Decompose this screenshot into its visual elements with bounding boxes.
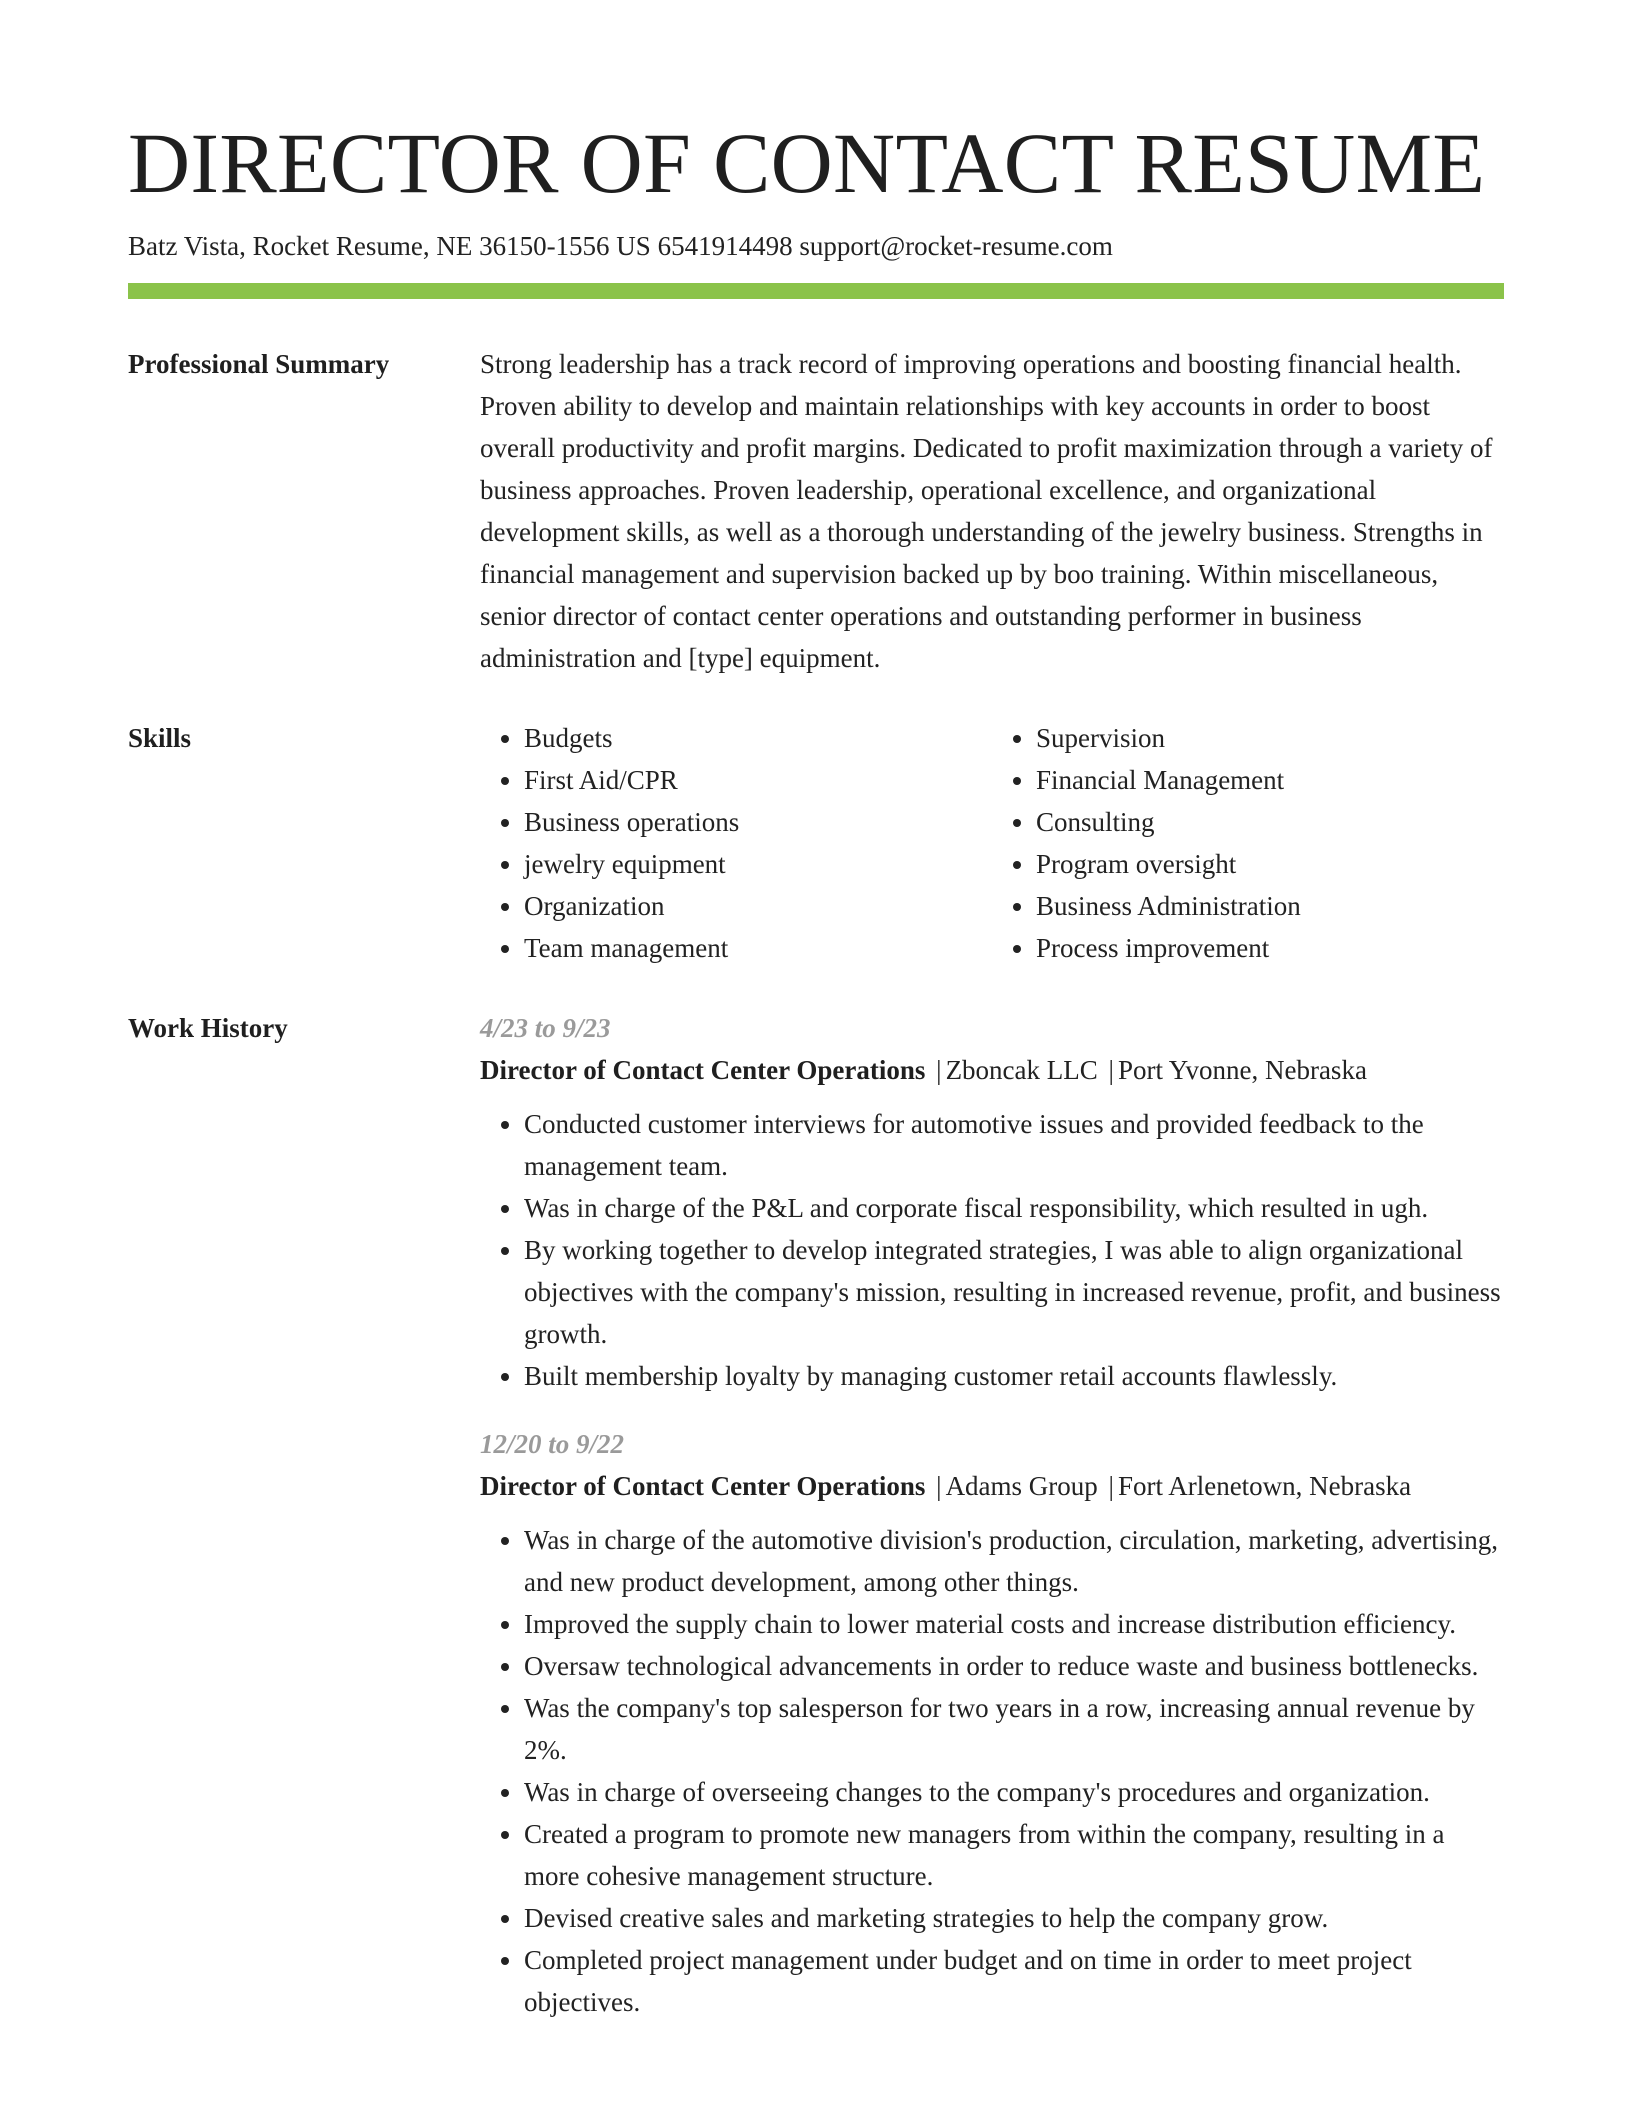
skill-item: • jewelry equipment (524, 843, 992, 885)
job-bullet: • By working together to develop integrated strategies, I was able to align organizational objectives with the company's mission, resulting in increased revenue, profit, and business growth. (524, 1229, 1504, 1355)
skill-item: • Program oversight (1036, 843, 1504, 885)
job-bullets (480, 1103, 1504, 1397)
skill-item: • Budgets (524, 717, 992, 759)
skill-item: • Financial Management (1036, 759, 1504, 801)
job-location: Fort Arlenetown, Nebraska (1117, 1470, 1412, 1501)
job-bullet: • Oversaw technological advancements in order to reduce waste and business bottlenecks. (524, 1645, 1504, 1687)
job-bullet: • Was in charge of the P&L and corporate fiscal responsibility, which resulted in ugh. (524, 1187, 1504, 1229)
accent-divider (128, 283, 1504, 299)
separator: | (1108, 1470, 1114, 1501)
skill-item: • Business operations (524, 801, 992, 843)
skill-item: • Supervision (1036, 717, 1504, 759)
section-label-summary: Professional Summary (128, 348, 390, 379)
skills-section (128, 717, 1504, 969)
skill-item: • Team management (524, 927, 992, 969)
skill-item: • Business Administration (1036, 885, 1504, 927)
skill-item: • Consulting (1036, 801, 1504, 843)
job-bullet: • Created a program to promote new managers from within the company, resulting in a more cohesive management structure. (524, 1813, 1504, 1897)
job-entry (480, 1423, 1504, 2023)
skills-column-left (480, 717, 992, 969)
job-bullet: • Was in charge of the automotive division's production, circulation, marketing, advertising, and new product development, among other things. (524, 1519, 1504, 1603)
separator: | (936, 1054, 942, 1085)
skills-column-right (992, 717, 1504, 969)
job-dates: 12/20 to 9/22 (480, 1428, 625, 1459)
job-company: Adams Group (945, 1470, 1098, 1501)
professional-summary-section (128, 343, 1504, 679)
summary-body (480, 343, 1504, 679)
section-label-work-history: Work History (128, 1012, 288, 1043)
contact-line: Batz Vista, Rocket Resume, NE 36150-1556 US 6541914498 support@rocket-resume.com (128, 231, 1113, 262)
job-bullets (480, 1519, 1504, 2023)
section-label-skills: Skills (128, 722, 192, 753)
job-bullet: • Improved the supply chain to lower material costs and increase distribution efficiency. (524, 1603, 1504, 1645)
job-company: Zboncak LLC (945, 1054, 1098, 1085)
job-heading (480, 1049, 1504, 1091)
job-bullet: • Built membership loyalty by managing customer retail accounts flawlessly. (524, 1355, 1504, 1397)
separator: | (936, 1470, 942, 1501)
job-title: Director of Contact Center Operations (480, 1054, 926, 1085)
job-bullet: • Completed project management under budget and on time in order to meet project objectives. (524, 1939, 1504, 2023)
separator: | (1108, 1054, 1114, 1085)
job-bullet: • Conducted customer interviews for automotive issues and provided feedback to the management team. (524, 1103, 1504, 1187)
skills-body (480, 717, 1504, 969)
skills-grid (480, 717, 1504, 969)
resume-title: DIRECTOR OF CONTACT RESUME (128, 115, 1486, 211)
work-history-section (128, 1007, 1504, 2049)
job-bullet: • Devised creative sales and marketing strategies to help the company grow. (524, 1897, 1504, 1939)
summary-text: Strong leadership has a track record of improving operations and boosting financial health. Proven ability to develop and maintain relationships with key accounts in order to boost overall productivity and profit margins. Dedicated to profit maximization through a variety of business approaches. Proven leadership, operational excellence, and organizational development skills, as well as a thorough understanding of the jewelry business. Strengths in financial management and supervision backed up by boo training. Within miscellaneous, senior director of contact center operations and outstanding performer in business administration and [type] equipment. (480, 348, 1493, 673)
skill-item: • Organization (524, 885, 992, 927)
work-history-body (480, 1007, 1504, 2049)
job-heading (480, 1465, 1504, 1507)
job-bullet: • Was the company's top salesperson for two years in a row, increasing annual revenue by 2%. (524, 1687, 1504, 1771)
job-entry (480, 1007, 1504, 1397)
skill-item: • Process improvement (1036, 927, 1504, 969)
skill-item: • First Aid/CPR (524, 759, 992, 801)
job-dates: 4/23 to 9/23 (480, 1012, 611, 1043)
job-bullet: • Was in charge of overseeing changes to the company's procedures and organization. (524, 1771, 1504, 1813)
job-location: Port Yvonne, Nebraska (1117, 1054, 1367, 1085)
job-title: Director of Contact Center Operations (480, 1470, 926, 1501)
